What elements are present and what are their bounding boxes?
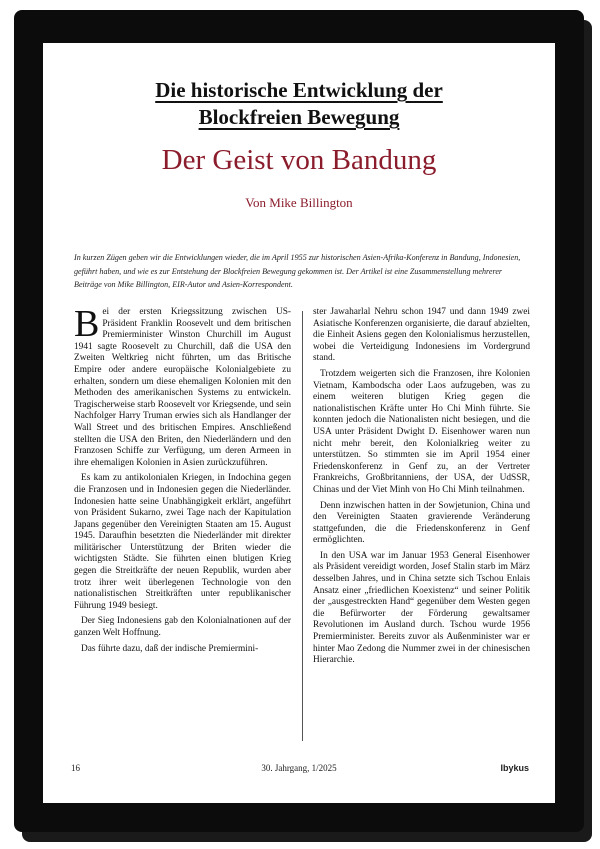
paragraph: Es kam zu antikolonialen Kriegen, in Indochina gegen die Franzosen und in Indonesien gegen die Niederländer. Indonesien hatte seine Unabhängigkeit erklärt, angeführt von Präsident Sukarno, zwei Tage nach der Kapitulation Japans gegenüber den Vereinigten Staaten am 15. August 1945. Daraufhin besetzten die Niederländer mit direkter militärischer Unterstützung der Briten wieder die wichtigsten Städte. Sie führten einen blutigen Krieg gegen die Streitkräfte der neuen Republik, wurden aber trotz ihrer weit überlegenen Technologie von den nationalistischen Streitkräften unter republikanischer Führung 1949 besiegt. — [74, 473, 291, 611]
page-number: 16 — [71, 763, 80, 773]
paragraph: In den USA war im Januar 1953 General Eisenhower als Präsident vereidigt worden, Josef Stalin starb im März desselben Jahres, und in China setzte sich Tschou Enlais Ansatz einer „friedlichen Koexistenz“ und seiner Politik der „ausgestreckten Hand“ gegenüber dem Westen gegen die Befürworter der Förderung gewaltsamer Revolutionen im Ausland durch. Tschou wurde 1956 Premierminister. Bereits zuvor als Außenminister war er hinter Mao Zedong die Nummer zwei in der chinesischen Hierarchie. — [313, 550, 530, 666]
issue-label: 30. Jahrgang, 1/2025 — [261, 763, 337, 773]
paragraph: Denn inzwischen hatten in der Sowjetunion, China und den Vereinigten Staaten gravierende Veränderung stattgefunden, die die Friedenskonferenz in Genf ermöglichten. — [313, 500, 530, 546]
paragraph: Das führte dazu, daß der indische Premiermini- — [81, 643, 259, 654]
supertitle-line-2: Blockfreien Bewegung — [198, 105, 400, 129]
drop-cap: B — [74, 303, 100, 345]
magazine-page — [43, 43, 555, 803]
paragraph-text: ei der ersten Kriegssitzung zwischen US-Präsident Franklin Roosevelt und dem britischen Premierminister Winston Churchill im August 1941 sagte Roosevelt zu Churchill, daß die USA den Zweiten Weltkrieg nicht führten, um das Britische Empire oder andere europäische Kolonialgebiete zu erhalten, sondern um diese ehemaligen Kolonien mit den Methoden des amerikanischen Systems zu entwickeln. Tragischerweise starb Roosevelt vor Kriegsende, und sein Nachfolger Harry Truman erwies sich als Handlanger der Wall Street und des britischen Empires. Anschließend stellten die USA den Briten, den Niederländern und den Franzosen Schiffe zur Verfügung, um deren Armeen in ihre ehemaligen Kolonien in Asien zurückzuführen. — [74, 307, 291, 468]
paragraph: Der Sieg Indonesiens gab den Kolonialnationen auf der ganzen Welt Hoffnung. — [74, 616, 291, 639]
column-divider — [302, 311, 303, 741]
lead-paragraph — [74, 251, 530, 292]
article-body — [74, 303, 530, 747]
article-title: Der Geist von Bandung — [161, 144, 437, 176]
column-right — [313, 307, 530, 671]
article-header — [43, 77, 555, 211]
page-footer — [43, 763, 555, 777]
supertitle — [43, 77, 555, 131]
byline: Von Mike Billington — [245, 195, 353, 210]
paragraph — [74, 303, 291, 469]
paragraph: Trotzdem weigerten sich die Franzosen, ihre Kolonien Vietnam, Kambodscha oder Laos aufzugeben, was zu einem weiteren blutigen Krieg gegen die nationalistischen Kräfte unter Ho Chi Minh führte. Sie konnten jedoch die Nationalisten nicht besiegen, und die USA unter Präsident Dwight D. Eisenhower waren nun nicht mehr bereit, den Kolonialkrieg weiter zu unterstützen. So stimmten sie im April 1954 einer Friedenskonferenz in Genf zu, an der Vertreter Frankreichs, Großbritanniens, der USA, der UdSSR, Chinas und der Viet Minh von Ho Chi Minh teilnahmen. — [313, 368, 530, 495]
lead-text: In kurzen Zügen geben wir die Entwicklungen wieder, die im April 1955 zur historischen Asien-Afrika-Konferenz in Bandung, Indonesien, geführt haben, und wie es zur Entstehung der Blockfreien Bewegung gekommen ist. Der Artikel ist eine Zusammenstellung mehrerer Beiträge von Mike Billington, EIR-Autor und Asien-Korrespondent. — [74, 253, 521, 289]
column-left — [74, 303, 291, 659]
supertitle-line-1: Die historische Entwicklung der — [155, 78, 443, 102]
paragraph: ster Jawaharlal Nehru schon 1947 und dann 1949 zwei Asiatische Konferenzen organisierte, die darauf abzielten, die Einheit Asiens gegen den Kolonialismus herzustellen, wobei die Verteidigung Indonesiens im Vordergrund stand. — [313, 307, 530, 364]
magazine-name: Ibykus — [500, 763, 529, 773]
